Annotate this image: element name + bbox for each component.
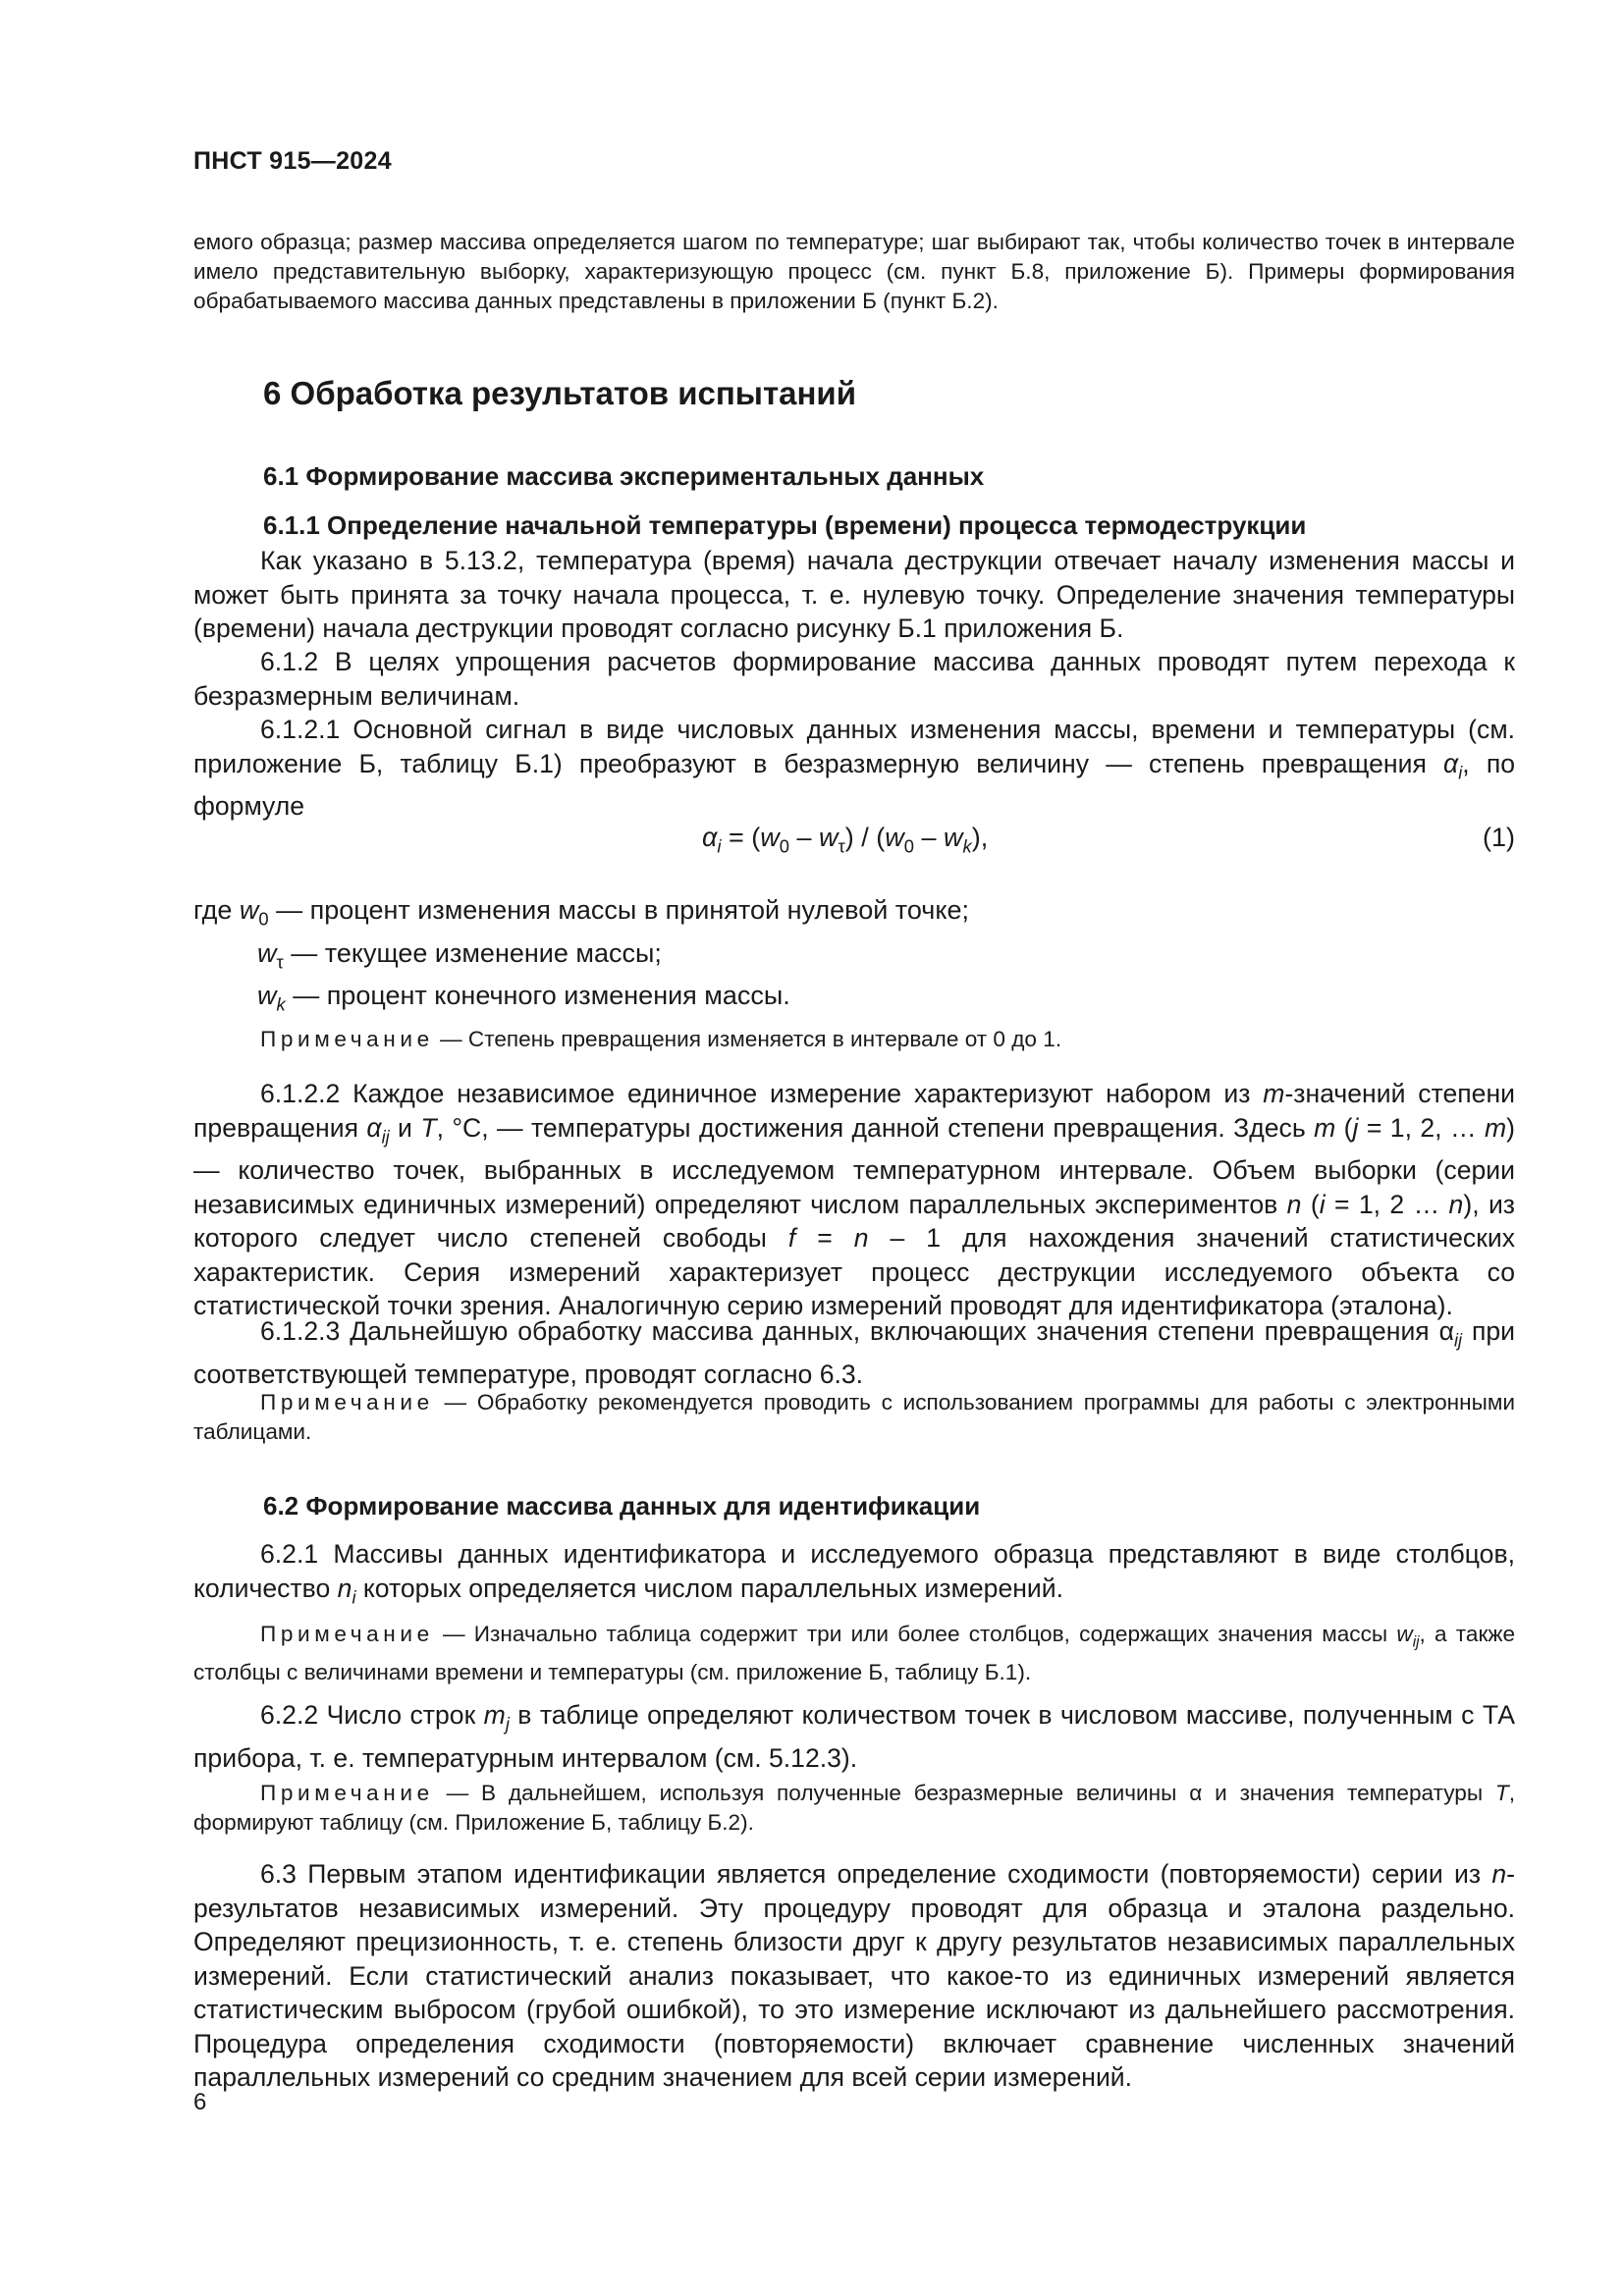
section-6-1-2-text: 6.1.2 В целях упрощения расчетов формирование массива данных проводят путем перехода к безразмерным величинам.	[193, 647, 1515, 711]
formula-1-number: (1)	[1483, 823, 1515, 852]
formula-1: $\alpha_i = (w_0 - w_\tau) / (w_0 - w_k)$,	[702, 823, 989, 857]
note-1: Примечание — Степень превращения изменяется в интервале от 0 до 1.	[260, 1027, 1062, 1051]
section-6-1-2-2-text: 6.1.2.2 Каждое независимое единичное измерение характеризуют набором из m-значений степени превращения $\alpha_{ij}$ и T, °С, — температуры достижения данной степени превращения. Здесь m (j = 1, 2, … m) — количество точек, выбранных в исследуемом температурном интервале. Объем выборки (серии независимых единичных измерений) определяют числом параллельных экспериментов n (i = 1, 2 … n), из которого следует число степеней свободы f = n – 1 для нахождения значений статистических характеристик. Серия измерений характеризует процесс деструкции исследуемого объекта со статистической точки зрения. Аналогичную серию измерений проводят для идентификатора (эталона).	[193, 1079, 1516, 1321]
section-6-2-1-text: 6.2.1 Массивы данных идентификатора и исследуемого образца представляют в виде столбцов, количество $n_i$ которых определяется числом параллельных измерений.	[193, 1539, 1515, 1607]
section-6-1-title: 6.1 Формирование массива экспериментальных данных	[263, 461, 985, 491]
page-number: 6	[193, 2089, 207, 2115]
where-w0: где $w_0$ — процент изменения массы в принятой нулевой точке;	[193, 895, 969, 930]
section-6-1-1-text: Как указано в 5.13.2, температура (время) начала деструкции отвечает началу изменения массы и может быть принята за точку начала процесса, т. е. нулевую точку. Определение значения температуры (времени) начала деструкции проводят согласно рисунку Б.1 приложения Б.	[193, 546, 1515, 643]
section-6-title: 6 Обработка результатов испытаний	[263, 375, 856, 411]
note-3: Примечание — Изначально таблица содержит три или более столбцов, содержащих значения массы $w_{ij}$, а также столбцы с величинами времени и температуры (см. приложение Б, таблицу Б.1).	[193, 1622, 1516, 1684]
note-4: Примечание — В дальнейшем, используя полученные безразмерные величины α и значения температуры T, формируют таблицу (см. Приложение Б, таблицу Б.2).	[193, 1781, 1515, 1835]
section-6-1-2-1-text: 6.1.2.1 Основной сигнал в виде числовых данных изменения массы, времени и температуры (см. приложение Б, таблицу Б.1) преобразуют в безразмерную величину — степень превращения $\alpha_i$, по формуле	[193, 715, 1516, 822]
section-6-1-1-title: 6.1.1 Определение начальной температуры (времени) процесса термодеструкции	[263, 510, 1307, 540]
section-6-1-2-3-text: 6.1.2.3 Дальнейшую обработку массива данных, включающих значения степени превращения $\alpha_{ij}$ при соответствующей температуре, проводят согласно 6.3.	[193, 1316, 1516, 1389]
section-6-2-title: 6.2 Формирование массива данных для идентификации	[263, 1491, 981, 1521]
note-2: Примечание — Обработку рекомендуется проводить с использованием программы для работы с электронными таблицами.	[193, 1390, 1515, 1444]
intro-paragraph: емого образца; размер массива определяется шагом по температуре; шаг выбирают так, чтобы количество точек в интервале имело представительную выборку, характеризующую процесс (см. пункт Б.8, приложение Б). Примеры формирования обрабатываемого массива данных представлены в приложении Б (пункт Б.2).	[193, 230, 1515, 313]
section-6-2-2-text: 6.2.2 Число строк $m_j$ в таблице определяют количеством точек в числовом массиве, полученным с ТА прибора, т. е. температурным интервалом (см. 5.12.3).	[193, 1700, 1515, 1773]
where-wk: $w_k$ — процент конечного изменения массы.	[257, 981, 790, 1015]
where-wt: $w_\tau$ — текущее изменение массы;	[257, 938, 662, 973]
document-id-header: ПНСТ 915—2024	[193, 147, 392, 175]
section-6-3-text: 6.3 Первым этапом идентификации является определение сходимости (повторяемости) серии из n-результатов независимых измерений. Эту процедуру проводят для образца и эталона раздельно. Определяют прецизионность, т. е. степень близости друг к другу результатов независимых параллельных измерений. Если статистический анализ показывает, что какое-то из единичных измерений является статистическим выбросом (грубой ошибкой), то это измерение исключают из дальнейшего рассмотрения. Процедура определения сходимости (повторяемости) включает сравнение численных значений параллельных измерений со средним значением для всей серии измерений.	[193, 1859, 1515, 2092]
